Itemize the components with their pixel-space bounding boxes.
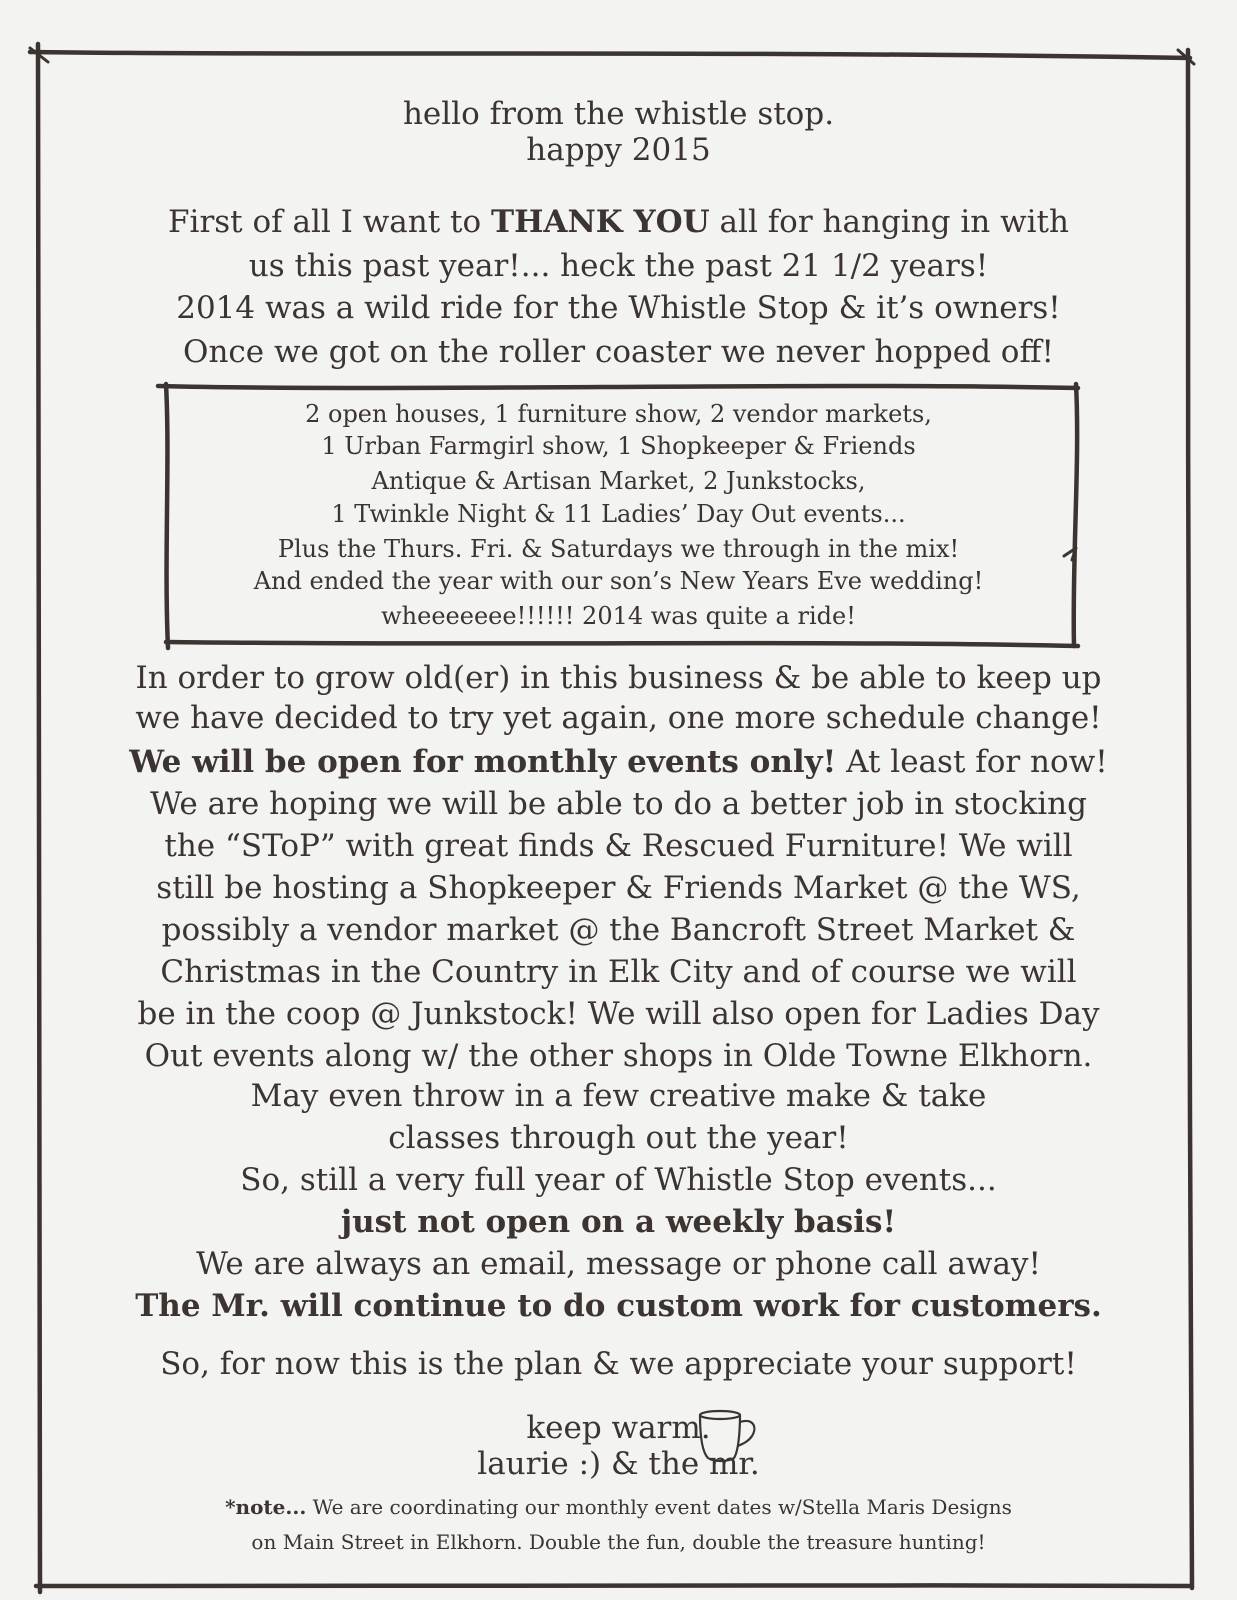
body-line-15: We are always an email, message or phone call away! xyxy=(196,1246,1041,1282)
closing-plan: So, for now this is the plan & we appreciate your support! xyxy=(160,1346,1077,1382)
body-line-3 xyxy=(0,744,1237,780)
body-line-5: the “SToP” with great finds & Rescued Furniture! We will xyxy=(164,828,1073,864)
outer-frame-top xyxy=(30,52,1190,58)
events-line-5: Plus the Thurs. Fri. & Saturdays we through in the mix! xyxy=(277,535,960,563)
events-line-1: 2 open houses, 1 furniture show, 2 vendor markets, xyxy=(305,400,932,428)
intro-line-2: us this past year!... heck the past 21 1/2 years! xyxy=(248,248,989,284)
body-line-13: So, still a very full year of Whistle Stop events... xyxy=(240,1162,997,1198)
signature: laurie :) & the mr. xyxy=(477,1446,760,1482)
coffee-mug-icon xyxy=(696,1408,760,1464)
body-line-7: possibly a vendor market @ the Bancroft Street Market & xyxy=(161,912,1076,948)
body-line-4: We are hoping we will be able to do a better job in stocking xyxy=(150,786,1087,822)
footnote-label: *note... xyxy=(225,1495,307,1519)
body-line-3-post: At least for now! xyxy=(836,744,1108,780)
footnote-line-2: on Main Street in Elkhorn. Double the fun, double the treasure hunting! xyxy=(251,1530,986,1554)
intro-line-1-post: all for hanging in with xyxy=(709,204,1069,240)
events-line-3: Antique & Artisan Market, 2 Junkstocks, xyxy=(371,467,866,495)
body-line-8: Christmas in the Country in Elk City and of course we will xyxy=(160,954,1077,990)
events-box-bottom xyxy=(166,642,1078,646)
body-line-6: still be hosting a Shopkeeper & Friends Market @ the WS, xyxy=(156,870,1081,906)
open-monthly-emphasis: We will be open for monthly events only! xyxy=(129,744,837,780)
thank-you-emphasis: THANK YOU xyxy=(491,204,710,240)
outer-frame-bottom xyxy=(36,1585,1190,1586)
greeting-line-2: happy 2015 xyxy=(526,132,711,168)
body-line-11: May even throw in a few creative make & take xyxy=(250,1078,987,1114)
body-line-10: Out events along w/ the other shops in Olde Towne Elkhorn. xyxy=(144,1038,1093,1074)
intro-line-1-pre: First of all I want to xyxy=(168,204,492,240)
weekly-basis-emphasis: just not open on a weekly basis! xyxy=(340,1204,897,1240)
intro-line-1 xyxy=(0,204,1237,240)
body-line-1: In order to grow old(er) in this business & be able to keep up xyxy=(135,660,1102,696)
events-line-6: And ended the year with our son’s New Years Eve wedding! xyxy=(253,567,984,595)
body-line-9: be in the coop @ Junkstock! We will also open for Ladies Day xyxy=(137,996,1100,1032)
events-line-4: 1 Twinkle Night & 11 Ladies’ Day Out events... xyxy=(331,500,906,528)
events-line-7: wheeeeeee!!!!!! 2014 was quite a ride! xyxy=(381,602,856,630)
body-line-2: we have decided to try yet again, one more schedule change! xyxy=(135,700,1102,736)
custom-work-emphasis: The Mr. will continue to do custom work for customers. xyxy=(135,1288,1102,1324)
body-line-12: classes through out the year! xyxy=(388,1120,849,1156)
events-line-2: 1 Urban Farmgirl show, 1 Shopkeeper & Friends xyxy=(321,432,916,460)
footnote-line-1 xyxy=(0,1495,1237,1519)
intro-line-3: 2014 was a wild ride for the Whistle Stop & it’s owners! xyxy=(176,290,1061,326)
footnote-line-1-text: We are coordinating our monthly event dates w/Stella Maris Designs xyxy=(306,1495,1012,1519)
events-box-top xyxy=(158,386,1078,388)
keep-warm: keep warm. xyxy=(526,1410,711,1446)
greeting-line-1: hello from the whistle stop. xyxy=(402,96,835,132)
intro-line-4: Once we got on the roller coaster we never hopped off! xyxy=(183,334,1054,370)
